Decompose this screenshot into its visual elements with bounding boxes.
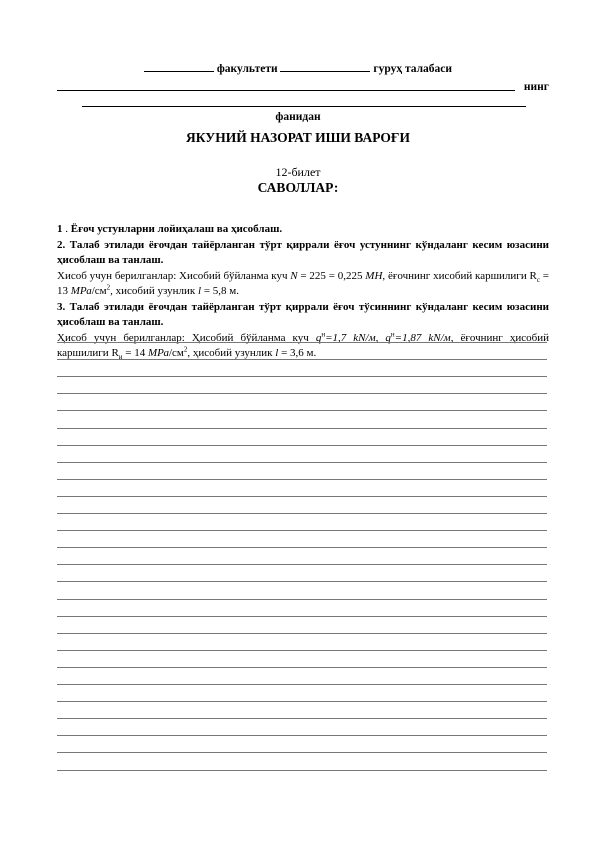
questions-heading: САВОЛЛАР: (257, 180, 339, 195)
q3-length-prefix: , ҳисобий узунлик (187, 347, 276, 359)
q2-given-mid: , ёғочнинг хисобий каршилиги R (382, 269, 537, 282)
q3-q1-value: =1,7 kN/м (325, 331, 376, 344)
q3-comma: , (375, 331, 386, 344)
answer-line[interactable] (57, 752, 547, 753)
q3-q2-value: =1,87 kN/м (394, 331, 451, 344)
answer-line[interactable] (57, 770, 547, 771)
q3-r-subscript: и (118, 353, 123, 362)
q3-given-prefix: Ҳисоб учун берилганлар: Ҳисобий бўйланма куч (57, 331, 316, 344)
page-title: ЯКУНИЙ НАЗОРАТ ИШИ ВАРОҒИ (186, 130, 410, 145)
q3-q1-symbol: q (315, 331, 322, 344)
answer-line[interactable] (57, 684, 547, 685)
q3-q2-sup: н (390, 329, 395, 338)
student-name-blank[interactable] (57, 90, 515, 91)
q2-length-prefix: , хисобий узунлик (110, 285, 198, 297)
answer-line[interactable] (57, 393, 547, 394)
subject-label: фанидан (275, 111, 321, 123)
answer-line[interactable] (57, 428, 547, 429)
q2-label: 2. (57, 238, 66, 251)
q2-n-value: = 225 = 0,225 (297, 269, 366, 282)
answer-line[interactable] (57, 530, 547, 531)
q3-unit-sup: 2 (183, 345, 188, 354)
q2-r-value: = 13 (57, 269, 549, 297)
question-3 (57, 300, 549, 331)
student-name-line (57, 79, 549, 93)
q2-text: Талаб этилади ёғочдан тайёрланган тўрт қиррали ёғоч устуннинг кўндаланг кесим юзасини ҳисоблаш ва танлаш. (57, 238, 549, 266)
answer-line[interactable] (57, 376, 547, 377)
faculty-label: факультети (216, 63, 278, 75)
q2-mpa-unit: МРа (70, 285, 92, 297)
q3-r-value: = 14 (122, 347, 148, 359)
answer-line[interactable] (57, 701, 547, 702)
answer-line[interactable] (57, 513, 547, 514)
q2-mn-unit: МН (365, 269, 383, 282)
answer-line[interactable] (57, 462, 547, 463)
answer-line[interactable] (57, 667, 547, 668)
q2-given-prefix: Хисоб учун берилганлар: Хисобий бўйланма куч (57, 269, 291, 282)
group-label: гуруҳ талабаси (373, 63, 453, 75)
faculty-blank[interactable] (144, 60, 214, 72)
q2-n-symbol: N (290, 269, 298, 282)
answer-line[interactable] (57, 599, 547, 600)
q3-given-mid: , ёғочнинг ҳисобий каршилиги R (57, 331, 550, 359)
answer-line[interactable] (57, 616, 547, 617)
q3-l-symbol: l (275, 347, 279, 359)
q3-q1-sup: н (321, 329, 326, 338)
answer-line[interactable] (57, 564, 547, 565)
answer-line[interactable] (57, 547, 547, 548)
answer-line[interactable] (57, 581, 547, 582)
q2-length-value: = 5,8 м. (201, 285, 239, 297)
q2-unit: /см (91, 285, 107, 297)
question-3-given (57, 331, 549, 362)
q1-sep: . (62, 223, 71, 235)
q3-length-value: = 3,6 м. (278, 347, 317, 359)
ticket-number: 12-билет (275, 165, 321, 179)
answer-line[interactable] (57, 735, 547, 736)
question-1 (57, 222, 549, 238)
answer-line[interactable] (57, 410, 547, 411)
q2-r-subscript: с (536, 275, 540, 284)
faculty-group-line (0, 60, 596, 75)
question-2 (57, 238, 549, 269)
question-2-given (57, 269, 549, 300)
q3-mpa-unit: МРа (148, 347, 169, 359)
group-blank[interactable] (280, 60, 370, 72)
answer-line[interactable] (57, 359, 547, 360)
q3-text: . Талаб этилади ёғочдан тайёрланган тўрт қиррали ёғоч тўсиннинг кўндаланг кесим юзасини ҳисоблаш ва танлаш. (57, 300, 549, 328)
answer-line[interactable] (57, 650, 547, 651)
q3-label: 3 (57, 300, 63, 313)
answer-line[interactable] (57, 445, 547, 446)
answer-line[interactable] (57, 479, 547, 480)
answer-line[interactable] (57, 633, 547, 634)
q1-text: Ёғоч устунларни лойиҳалаш ва ҳисоблаш. (70, 223, 283, 235)
q2-l-symbol: l (198, 285, 202, 297)
q3-unit: /см (168, 347, 184, 359)
q1-number: 1 (57, 223, 63, 235)
q3-q2-symbol: q (385, 331, 391, 344)
subject-blank[interactable] (82, 106, 526, 107)
answer-line[interactable] (57, 342, 547, 343)
of-label: нинг (523, 81, 549, 93)
answer-line[interactable] (57, 496, 547, 497)
q2-unit-sup: 2 (106, 283, 111, 292)
questions-block (57, 222, 549, 362)
answer-line[interactable] (57, 718, 547, 719)
